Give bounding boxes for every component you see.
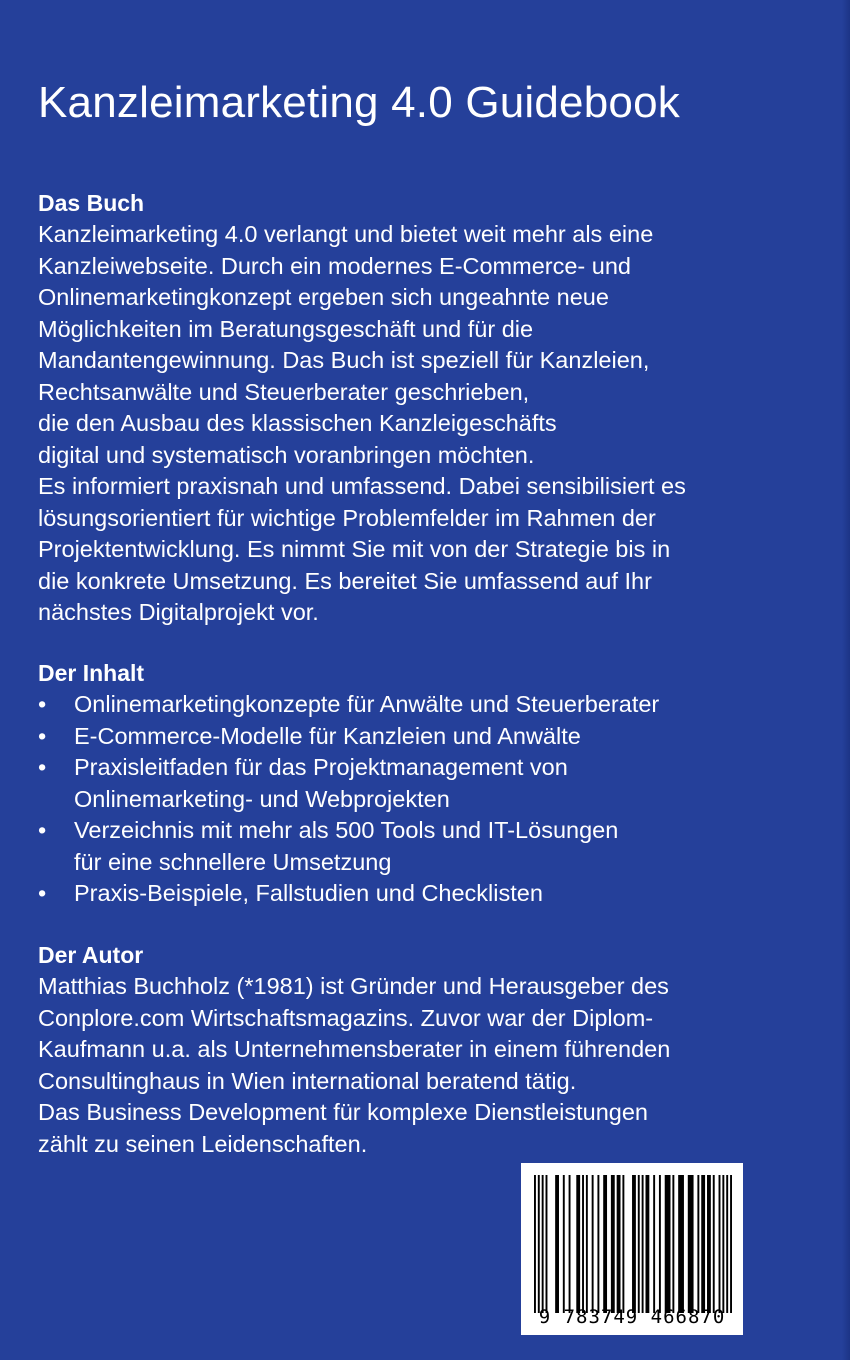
barcode-stripe [617, 1175, 621, 1313]
autor-line: Consultinghaus in Wien international beratend tätig. [38, 1067, 577, 1094]
section-heading-der-inhalt: Der Inhalt [38, 660, 145, 686]
autor-line: Conplore.com Wirtschaftsmagazins. Zuvor war der Diplom- [38, 1004, 654, 1031]
section-heading-das-buch: Das Buch [38, 190, 145, 216]
barcode-stripe [653, 1175, 655, 1313]
author-bio [38, 971, 828, 1160]
list-item [38, 721, 828, 753]
barcode-stripe [722, 1175, 724, 1313]
buch-line: Projektentwicklung. Es nimmt Sie mit von der Strategie bis in [38, 536, 671, 562]
barcode-stripe [555, 1175, 559, 1313]
list-item-text: Onlinemarketingkonzepte für Anwälte und Steuerberater [74, 691, 660, 717]
buch-line: Möglichkeiten im Beratungsgeschäft und für die [38, 315, 534, 342]
barcode-stripe [665, 1175, 671, 1313]
buch-line: lösungsorientiert für wichtige Problemfelder im Rahmen der [38, 504, 656, 531]
spine-edge [842, 0, 850, 1360]
barcode-stripe [646, 1175, 650, 1313]
section-heading-der-autor: Der Autor [38, 942, 144, 968]
barcode-stripe [701, 1175, 705, 1313]
barcode-stripe [697, 1175, 699, 1313]
buch-line: Rechtsanwälte und Steuerberater geschrieben, [38, 378, 530, 405]
list-item-text: Praxis-Beispiele, Fallstudien und Checklisten [74, 880, 543, 906]
list-item-text: Onlinemarketing- und Webprojekten [74, 785, 450, 812]
barcode-stripe [713, 1175, 715, 1313]
section-das-buch [38, 188, 828, 629]
list-item [38, 878, 828, 910]
barcode-stripe [597, 1175, 599, 1313]
isbn-barcode [521, 1163, 743, 1335]
barcode-stripe [672, 1175, 674, 1313]
barcode-stripe [611, 1175, 615, 1313]
barcode-stripe [546, 1175, 548, 1313]
list-item [38, 689, 828, 721]
isbn-number: 9 783749 466870 [538, 1306, 726, 1328]
autor-line: Das Business Development für komplexe Dienstleistungen [38, 1099, 649, 1125]
barcode-stripe [569, 1175, 571, 1313]
barcode-stripe [632, 1175, 636, 1313]
bullet-icon: • [38, 880, 47, 906]
barcode-bars [534, 1175, 732, 1313]
barcode-stripe [642, 1175, 644, 1313]
content-list [38, 689, 828, 910]
list-item-text: für eine schnellere Umsetzung [74, 848, 392, 875]
barcode-stripe [678, 1175, 684, 1313]
barcode-stripe [726, 1175, 728, 1313]
barcode-stripe [688, 1175, 694, 1313]
autor-line: Matthias Buchholz (*1981) ist Gründer und Herausgeber des [38, 973, 669, 999]
buch-line: Kanzleiwebseite. Durch ein modernes E-Commerce- und [38, 252, 631, 279]
barcode-stripe [707, 1175, 711, 1313]
section-der-inhalt [38, 658, 828, 910]
buch-description [38, 219, 828, 629]
list-item-text: Verzeichnis mit mehr als 500 Tools und IT-Lösungen [74, 817, 619, 843]
buch-line: Es informiert praxisnah und umfassend. Dabei sensibilisiert es [38, 473, 686, 499]
barcode-stripe [582, 1175, 584, 1313]
barcode-stripe [563, 1175, 565, 1313]
barcode-stripe [622, 1175, 624, 1313]
bullet-icon: • [38, 754, 47, 780]
list-item-text: E-Commerce-Modelle für Kanzleien und Anwälte [74, 722, 581, 749]
autor-line: Kaufmann u.a. als Unternehmensberater in einem führenden [38, 1036, 671, 1062]
buch-line: nächstes Digitalprojekt vor. [38, 599, 319, 625]
buch-line: die den Ausbau des klassischen Kanzleigeschäfts [38, 410, 557, 436]
barcode-stripe [592, 1175, 594, 1313]
bullet-icon: • [38, 722, 47, 749]
book-title: Kanzleimarketing 4.0 Guidebook [38, 78, 680, 127]
barcode-stripe [586, 1175, 588, 1313]
list-item [38, 815, 828, 878]
barcode-stripe [542, 1175, 544, 1313]
barcode-stripe [719, 1175, 721, 1313]
buch-line: digital und systematisch voranbringen möchten. [38, 441, 535, 468]
buch-line: Onlinemarketingkonzept ergeben sich ungeahnte neue [38, 284, 609, 310]
buch-line: Mandantengewinnung. Das Buch ist speziell für Kanzleien, [38, 347, 650, 373]
buch-line: Kanzleimarketing 4.0 verlangt und bietet weit mehr als eine [38, 221, 654, 247]
autor-line: zählt zu seinen Leidenschaften. [38, 1130, 368, 1157]
section-der-autor [38, 940, 828, 1160]
barcode-stripe [534, 1175, 536, 1313]
buch-line: die konkrete Umsetzung. Es bereitet Sie umfassend auf Ihr [38, 567, 652, 594]
barcode-stripe [603, 1175, 607, 1313]
barcode-stripe [659, 1175, 661, 1313]
barcode-stripe [576, 1175, 580, 1313]
bullet-icon: • [38, 817, 47, 843]
barcode-stripe [538, 1175, 540, 1313]
list-item [38, 752, 828, 815]
list-item-text: Praxisleitfaden für das Projektmanagement von [74, 754, 568, 780]
barcode-stripe [638, 1175, 640, 1313]
barcode-stripe [730, 1175, 732, 1313]
bullet-icon: • [38, 691, 47, 717]
